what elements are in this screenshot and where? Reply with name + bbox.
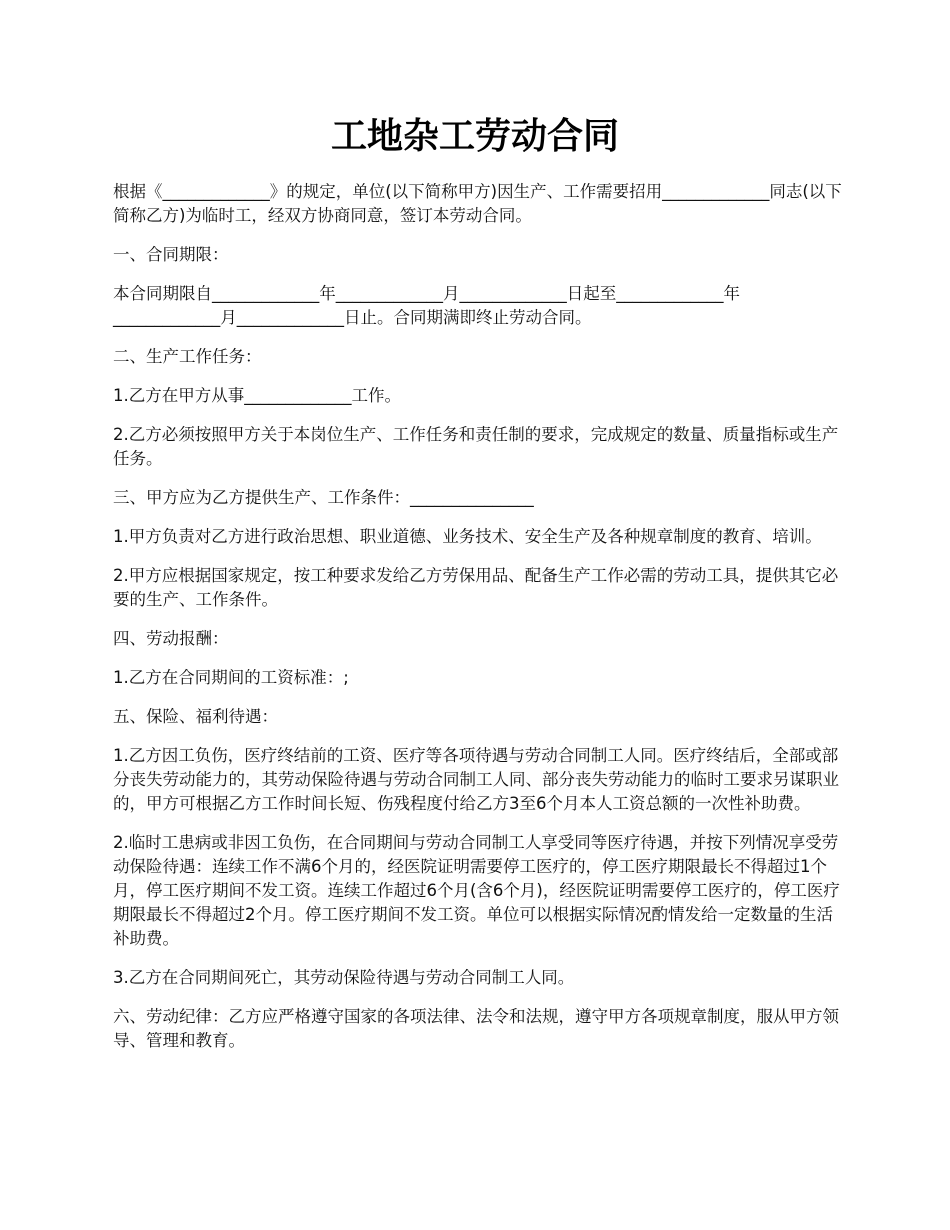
document-body — [113, 180, 843, 1068]
section-2-heading: 二、生产工作任务： — [113, 347, 262, 366]
document-title: 工地杂工劳动合同 — [330, 115, 619, 157]
section-5-item-2: 2.临时工患病或非因工负伤，在合同期间与劳动合同制工人享受同等医疗待遇，并按下列情况享受劳动保险待遇：连续工作不满6个月的，经医院证明需要停工医疗的，停工医疗期限最长不得超过1个月，停工医疗期间不发工资。连续工作超过6个月(含6个月)，经医院证明需要停工医疗的，停工医疗期限最长不得超过2个月。停工医疗期间不发工资。单位可以根据实际情况酌情发给一定数量的生活补助费。 — [113, 833, 840, 948]
section-5-heading: 五、保险、福利待遇： — [113, 707, 278, 726]
section-4-heading: 四、劳动报酬： — [113, 629, 229, 648]
contract-term-paragraph: 本合同期限自_____________年_____________月_____________日起至_____________年_____________月_____________日止。合同期满即终止劳动合同。 — [113, 284, 740, 327]
section-5-item-3: 3.乙方在合同期间死亡，其劳动保险待遇与劳动合同制工人同。 — [113, 968, 575, 987]
section-2-item-1: 1.乙方在甲方从事_____________工作。 — [113, 386, 401, 405]
section-3-heading: 三、甲方应为乙方提供生产、工作条件：_______________ — [113, 488, 534, 507]
section-4-item-1: 1.乙方在合同期间的工资标准：; — [113, 668, 349, 687]
section-3-item-1: 1.甲方负责对乙方进行政治思想、职业道德、业务技术、安全生产及各种规章制度的教育、培训。 — [113, 527, 822, 546]
section-2-item-2: 2.乙方必须按照甲方关于本岗位生产、工作任务和责任制的要求，完成规定的数量、质量指标或生产任务。 — [113, 425, 839, 468]
section-5-item-1: 1.乙方因工负伤，医疗终结前的工资、医疗等各项待遇与劳动合同制工人同。医疗终结后，全部或部分丧失劳动能力的，其劳动保险待遇与劳动合同制工人同、部分丧失劳动能力的临时工要求另谋职业的，甲方可根据乙方工作时间长短、伤残程度付给乙方3至6个月本人工资总额的一次性补助费。 — [113, 746, 839, 813]
section-1-heading: 一、合同期限： — [113, 245, 229, 264]
intro-paragraph: 根据《_____________》的规定，单位(以下简称甲方)因生产、工作需要招用_____________同志(以下简称乙方)为临时工，经双方协商同意，签订本劳动合同。 — [113, 182, 842, 225]
section-3-item-2: 2.甲方应根据国家规定，按工种要求发给乙方劳保用品、配备生产工作必需的劳动工具，提供其它必要的生产、工作条件。 — [113, 566, 839, 609]
section-6-paragraph: 六、劳动纪律：乙方应严格遵守国家的各项法律、法令和法规，遵守甲方各项规章制度，服从甲方领导、管理和教育。 — [113, 1007, 839, 1050]
